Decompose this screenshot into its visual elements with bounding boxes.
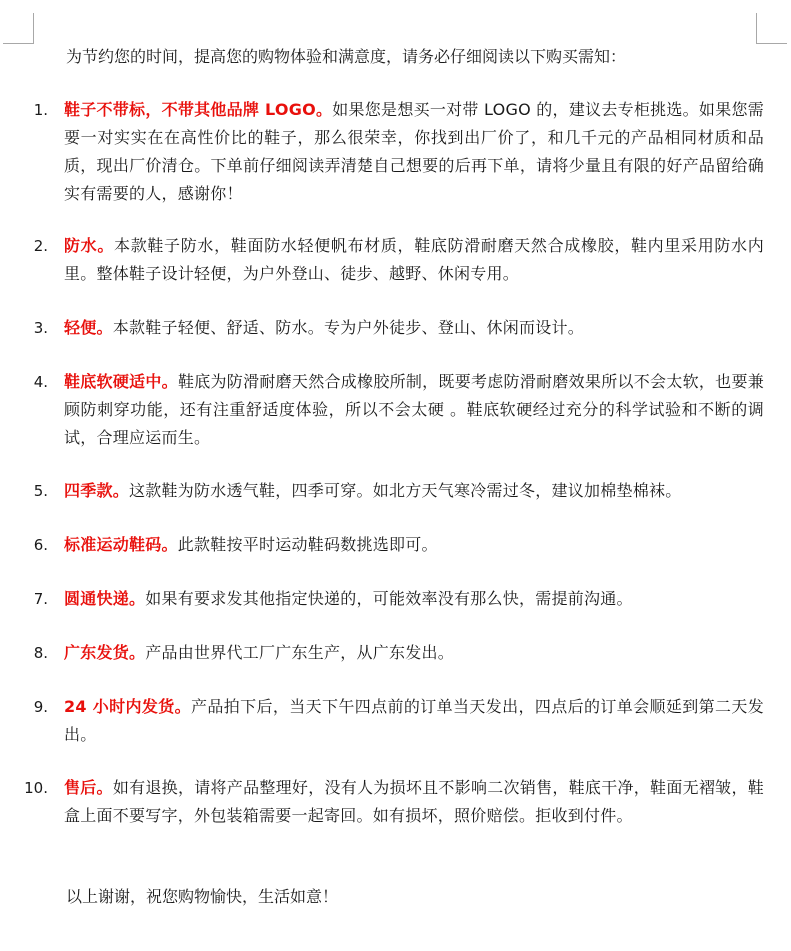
highlight-text: 轻便。 bbox=[64, 318, 113, 337]
body-text: 如有退换，请将产品整理好，没有人为损坏且不影响二次销售，鞋底干净，鞋面无褶皱，鞋盒上面不要写字，外包装箱需要一起寄回。如有损坏，照价赔偿。拒收到付件。 bbox=[64, 778, 764, 825]
body-text: 产品由世界代工厂广东生产，从广东发出。 bbox=[145, 643, 455, 662]
body-text: 这款鞋为防水透气鞋，四季可穿。如北方天气寒冷需过冬，建议加棉垫棉袜。 bbox=[129, 481, 682, 500]
list-number: 10. bbox=[24, 779, 48, 797]
highlight-text: 鞋底软硬适中。 bbox=[64, 372, 178, 391]
closing-paragraph: 以上谢谢，祝您购物愉快，生活如意！ bbox=[66, 887, 339, 906]
page-corner-mark-right bbox=[756, 13, 787, 44]
list-number: 1. bbox=[33, 101, 48, 119]
list-number: 4. bbox=[33, 373, 48, 391]
list-text bbox=[64, 774, 764, 830]
list-text bbox=[64, 314, 764, 342]
body-text: 如果有要求发其他指定快递的，可能效率没有那么快，需提前沟通。 bbox=[145, 589, 633, 608]
list-number: 9. bbox=[33, 698, 48, 716]
list-number: 5. bbox=[33, 482, 48, 500]
list-text bbox=[64, 639, 764, 667]
highlight-text: 售后。 bbox=[64, 778, 113, 797]
list-text bbox=[64, 693, 764, 749]
list-number: 6. bbox=[33, 536, 48, 554]
body-text: 如果您是想买一对带 LOGO 的，建议去专柜挑选。如果您需要一对实实在在高性价比的鞋子，那么很荣幸，你找到出厂价了，和几千元的产品相同材质和品质，现出厂价清仓。下单前仔细阅读弄清楚自己想要的后再下单，请将少量且有限的好产品留给确实有需要的人，感谢你！ bbox=[64, 100, 764, 203]
list-text bbox=[64, 232, 764, 288]
list-number: 2. bbox=[33, 237, 48, 255]
highlight-text: 广东发货。 bbox=[64, 643, 146, 662]
highlight-text: 标准运动鞋码。 bbox=[64, 535, 178, 554]
body-text: 本款鞋子轻便、舒适、防水。专为户外徒步、登山、休闲而设计。 bbox=[112, 318, 585, 337]
highlight-text: 防水。 bbox=[64, 236, 115, 255]
body-text: 鞋底为防滑耐磨天然合成橡胶所制，既要考虑防滑耐磨效果所以不会太软，也要兼顾防刺穿功能，还有注重舒适度体验，所以不会太硬 。鞋底软硬经过充分的科学试验和不断的调试，合理应运而生。 bbox=[64, 372, 764, 447]
list-number: 7. bbox=[33, 590, 48, 608]
highlight-text: 四季款。 bbox=[64, 481, 130, 500]
body-text: 产品拍下后，当天下午四点前的订单当天发出，四点后的订单会顺延到第二天发出。 bbox=[64, 697, 764, 744]
list-text bbox=[64, 531, 764, 559]
page-corner-mark-left bbox=[3, 13, 34, 44]
list-text bbox=[64, 96, 764, 208]
highlight-text: 24 小时内发货。 bbox=[64, 697, 191, 716]
intro-paragraph: 为节约您的时间，提高您的购物体验和满意度，请务必仔细阅读以下购买需知： bbox=[66, 47, 627, 66]
list-number: 3. bbox=[33, 319, 48, 337]
list-text bbox=[64, 477, 764, 505]
body-text: 此款鞋按平时运动鞋码数挑选即可。 bbox=[177, 535, 438, 554]
list-text bbox=[64, 585, 764, 613]
list-text bbox=[64, 368, 764, 452]
body-text: 本款鞋子防水，鞋面防水轻便帆布材质，鞋底防滑耐磨天然合成橡胶，鞋内里采用防水内里。整体鞋子设计轻便，为户外登山、徒步、越野、休闲专用。 bbox=[64, 236, 764, 283]
list-number: 8. bbox=[33, 644, 48, 662]
highlight-text: 圆通快递。 bbox=[64, 589, 146, 608]
highlight-text: 鞋子不带标，不带其他品牌 LOGO。 bbox=[64, 100, 333, 119]
